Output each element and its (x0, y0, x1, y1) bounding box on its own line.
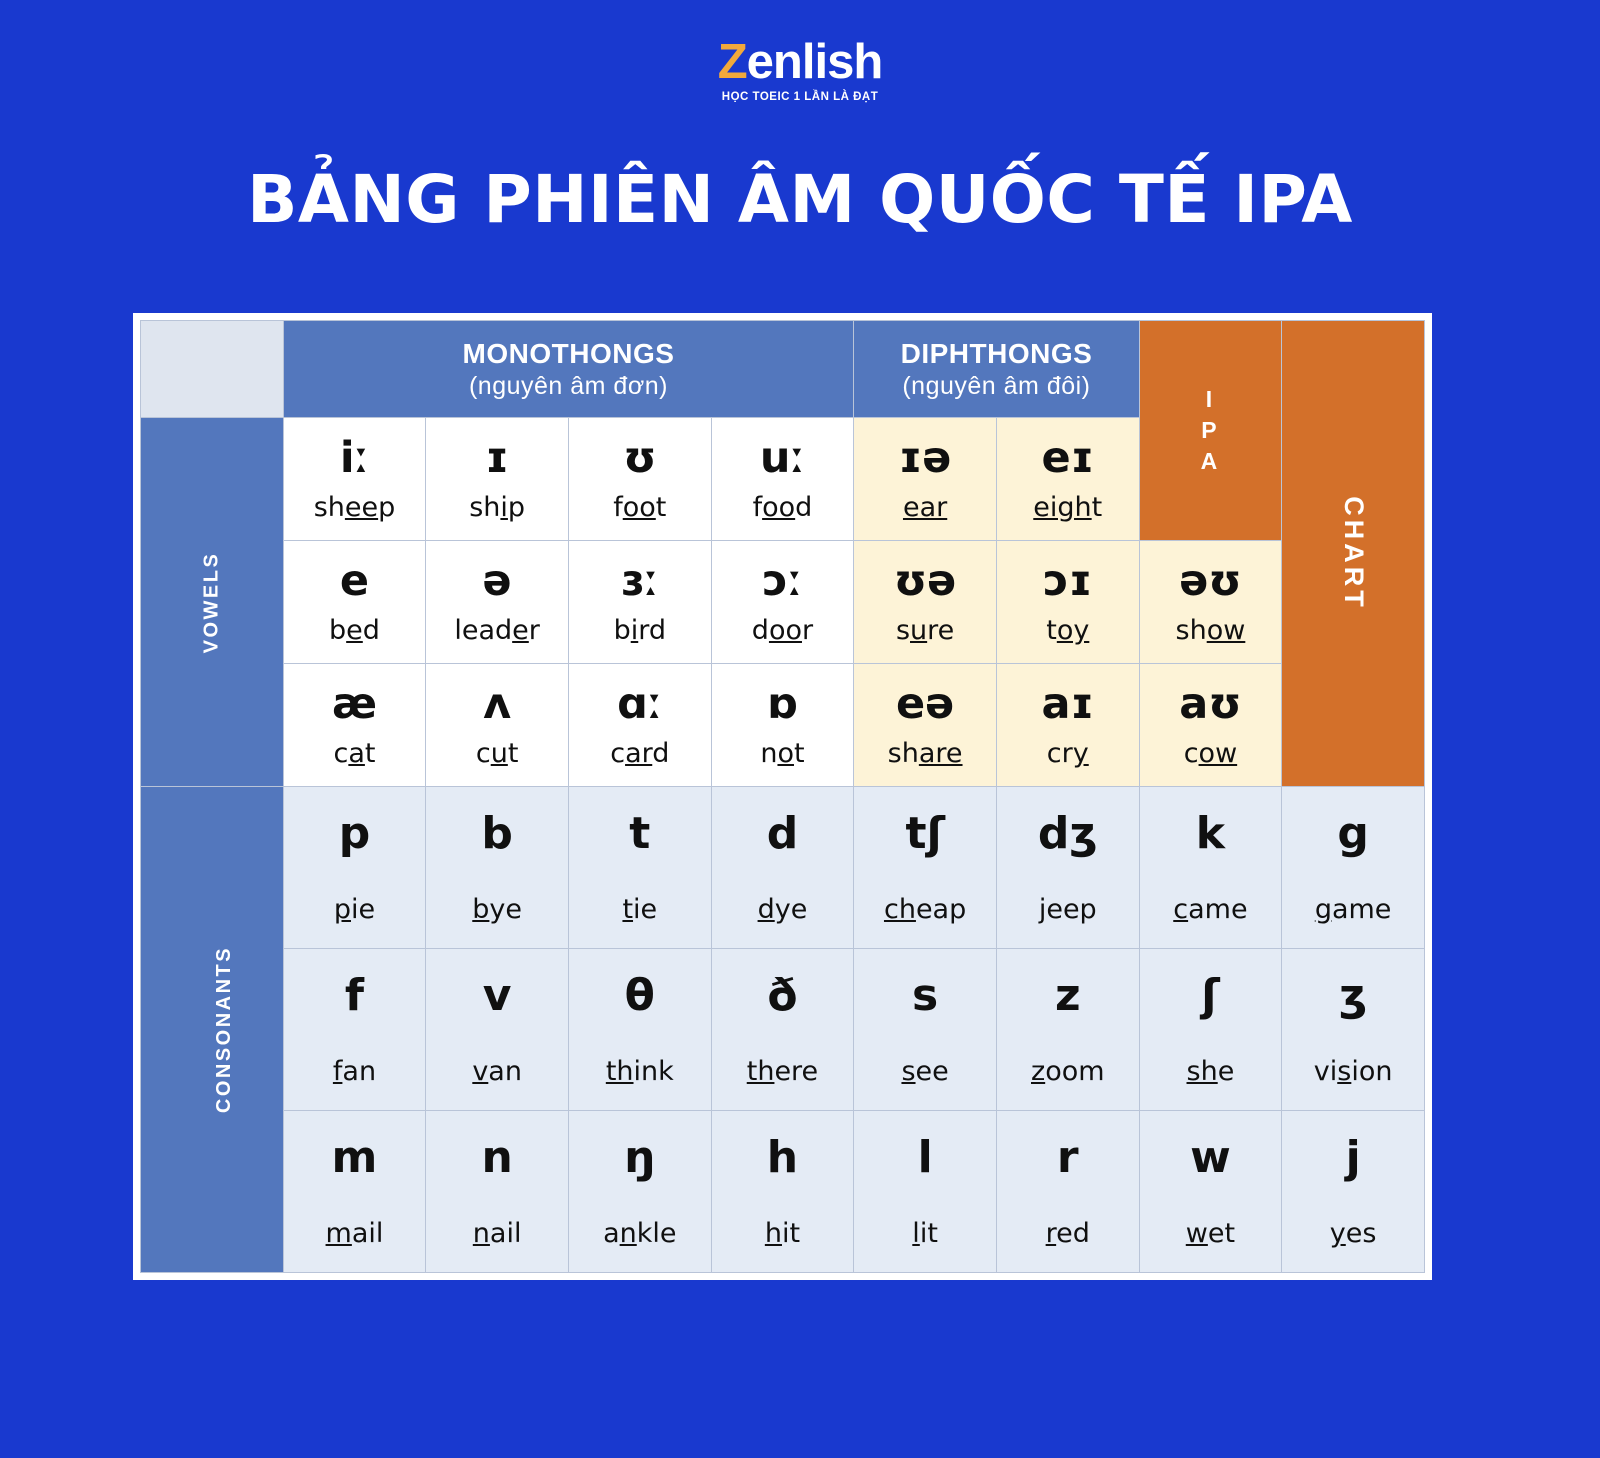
sound-word: vision (1313, 1055, 1393, 1087)
sound-word: cat (333, 738, 376, 770)
brand-name-rest: enlish (746, 35, 883, 89)
sound-cell-yes[interactable] (1282, 1110, 1425, 1272)
sound-word: bed (329, 615, 380, 647)
sound-symbol: uː (759, 433, 805, 484)
sound-symbol: eɪ (1041, 433, 1095, 484)
consonant-row-2 (141, 948, 1425, 1110)
sound-symbol: ɪə (898, 433, 952, 484)
sound-word: eight (1033, 492, 1103, 524)
sound-cell-she[interactable] (1139, 948, 1282, 1110)
sound-symbol: w (1190, 1131, 1231, 1183)
sound-word: hit (764, 1217, 801, 1249)
sound-symbol: p (338, 808, 371, 859)
side-label-vowels-text: VOWELS (200, 551, 223, 653)
ipa-chart-table (140, 320, 1425, 1273)
panel-ipa-label: I P A (1200, 386, 1221, 475)
sound-symbol: d (766, 808, 799, 859)
sound-symbol: ŋ (624, 1131, 656, 1183)
sound-word: cow (1183, 738, 1238, 770)
sound-word: pie (333, 894, 376, 925)
side-label-consonants-text: CONSONANTS (213, 945, 236, 1114)
sound-word: cry (1046, 738, 1089, 770)
sound-word: she (1186, 1055, 1235, 1087)
sound-word: cut (475, 738, 519, 770)
sound-cell-ship[interactable] (426, 418, 569, 541)
brand-name (717, 35, 883, 89)
sound-symbol: n (481, 1131, 513, 1183)
sound-symbol: ɑː (617, 679, 663, 730)
sound-word: ankle (603, 1217, 677, 1249)
sound-word: zoom (1031, 1055, 1105, 1087)
sound-cell-ear[interactable] (854, 418, 997, 541)
brand-logo (0, 0, 1600, 103)
sound-symbol: l (917, 1131, 933, 1183)
sound-symbol: ɔː (762, 556, 803, 607)
sound-word: wet (1185, 1217, 1236, 1249)
sound-word: game (1314, 894, 1392, 925)
sound-cell-sure[interactable] (854, 541, 997, 664)
brand-name-initial: Z (717, 35, 747, 89)
sound-cell-there[interactable] (711, 948, 854, 1110)
side-label-consonants (141, 787, 284, 1273)
sound-word: came (1173, 894, 1248, 925)
sound-cell-card[interactable] (568, 664, 711, 787)
sound-cell-game[interactable] (1282, 787, 1425, 949)
sound-word: jeep (1038, 894, 1097, 925)
sound-word: mail (325, 1217, 384, 1249)
sound-cell-fan[interactable] (283, 948, 426, 1110)
sound-cell-not[interactable] (711, 664, 854, 787)
panel-chart (1282, 321, 1425, 787)
sound-symbol: eə (895, 679, 955, 730)
sound-symbol: æ (331, 679, 378, 730)
sound-cell-pie[interactable] (283, 787, 426, 949)
sound-cell-van[interactable] (426, 948, 569, 1110)
sound-symbol: ʊ (623, 433, 657, 484)
chart-header-row (141, 321, 1425, 418)
sound-word: toy (1046, 615, 1090, 647)
sound-cell-bye[interactable] (426, 787, 569, 949)
sound-word: think (605, 1055, 674, 1087)
sound-cell-bird[interactable] (568, 541, 711, 664)
sound-word: ear (902, 492, 948, 524)
header-diphthongs (854, 321, 1139, 418)
sound-word: dye (757, 894, 808, 925)
sound-cell-zoom[interactable] (996, 948, 1139, 1110)
sound-symbol: j (1345, 1131, 1361, 1183)
sound-cell-door[interactable] (711, 541, 854, 664)
sound-cell-show[interactable] (1139, 541, 1282, 664)
sound-word: tie (622, 894, 658, 925)
sound-word: yes (1329, 1217, 1377, 1249)
sound-word: bird (613, 615, 666, 647)
sound-word: nail (472, 1217, 522, 1249)
sound-symbol: ɪ (485, 433, 509, 484)
sound-word: van (472, 1055, 522, 1087)
panel-chart-label: CHART (1338, 496, 1369, 611)
sound-symbol: dʒ (1037, 808, 1098, 859)
sound-symbol: aɪ (1041, 679, 1094, 730)
sound-word: bye (472, 894, 522, 925)
sound-cell-tie[interactable] (568, 787, 711, 949)
sound-word: sheep (313, 492, 396, 524)
sound-cell-red[interactable] (996, 1110, 1139, 1272)
sound-cell-share[interactable] (854, 664, 997, 787)
consonant-row-1 (141, 787, 1425, 949)
sound-cell-sheep[interactable] (283, 418, 426, 541)
sound-cell-lit[interactable] (854, 1110, 997, 1272)
header-monothongs-sub: (nguyên âm đơn) (468, 372, 668, 400)
sound-cell-jeep[interactable] (996, 787, 1139, 949)
header-diphthongs-label: DIPHTHONGS (900, 338, 1093, 369)
sound-word: lit (912, 1217, 938, 1249)
sound-word: there (746, 1055, 819, 1087)
vowel-row-3 (141, 664, 1425, 787)
sound-cell-wet[interactable] (1139, 1110, 1282, 1272)
sound-word: foot (613, 492, 667, 524)
sound-symbol: v (482, 969, 512, 1021)
sound-symbol: f (344, 969, 365, 1021)
panel-ipa (1139, 321, 1282, 541)
sound-word: sure (895, 615, 955, 647)
consonant-row-3 (141, 1110, 1425, 1272)
sound-cell-cat[interactable] (283, 664, 426, 787)
sound-cell-foot[interactable] (568, 418, 711, 541)
page-title: BẢNG PHIÊN ÂM QUỐC TẾ IPA (247, 161, 1353, 238)
sound-word: share (887, 738, 963, 770)
sound-symbol: ʃ (1201, 969, 1220, 1021)
sound-symbol: ə (482, 556, 512, 607)
sound-symbol: s (912, 969, 939, 1021)
sound-cell-cry[interactable] (996, 664, 1139, 787)
sound-cell-eight[interactable] (996, 418, 1139, 541)
sound-word: cheap (883, 894, 967, 925)
sound-symbol: k (1195, 808, 1226, 859)
brand-tagline: HỌC TOEIC 1 LẦN LÀ ĐẠT (721, 91, 879, 103)
sound-cell-bed[interactable] (283, 541, 426, 664)
corner-blank-cell (141, 321, 284, 418)
side-label-vowels (141, 418, 284, 787)
sound-cell-leader[interactable] (426, 541, 569, 664)
sound-word: card (610, 738, 670, 770)
sound-symbol: ð (767, 969, 798, 1021)
header-monothongs (283, 321, 854, 418)
sound-cell-think[interactable] (568, 948, 711, 1110)
sound-symbol: g (1337, 808, 1369, 859)
sound-word: door (751, 615, 814, 647)
sound-symbol: z (1054, 969, 1081, 1021)
sound-cell-cut[interactable] (426, 664, 569, 787)
sound-word: show (1175, 615, 1246, 647)
sound-cell-came[interactable] (1139, 787, 1282, 949)
sound-symbol: θ (624, 969, 655, 1021)
sound-symbol: t (629, 808, 651, 859)
sound-word: leader (454, 615, 540, 647)
sound-word: food (752, 492, 813, 524)
sound-cell-nail[interactable] (426, 1110, 569, 1272)
sound-symbol: m (331, 1131, 378, 1183)
sound-symbol: e (339, 556, 370, 607)
sound-word: red (1045, 1217, 1090, 1249)
sound-symbol: h (766, 1131, 799, 1183)
sound-symbol: iː (339, 433, 370, 484)
sound-symbol: b (481, 808, 513, 859)
sound-symbol: ʊə (893, 556, 957, 607)
sound-word: fan (332, 1055, 377, 1087)
sound-word: see (901, 1055, 949, 1087)
header-monothongs-label: MONOTHONGS (462, 338, 675, 369)
sound-cell-hit[interactable] (711, 1110, 854, 1272)
sound-cell-vision[interactable] (1282, 948, 1425, 1110)
header-diphthongs-sub: (nguyên âm đôi) (902, 372, 1091, 400)
vowel-row-2 (141, 541, 1425, 664)
sound-cell-cow[interactable] (1139, 664, 1282, 787)
sound-symbol: r (1056, 1131, 1079, 1183)
sound-symbol: ɒ (767, 679, 798, 730)
sound-cell-dye[interactable] (711, 787, 854, 949)
sound-word: ship (469, 492, 526, 524)
sound-symbol: ɔɪ (1043, 556, 1093, 607)
sound-symbol: ɜː (620, 556, 659, 607)
sound-symbol: əʊ (1179, 556, 1242, 607)
sound-cell-see[interactable] (854, 948, 997, 1110)
sound-symbol: ʒ (1339, 969, 1368, 1021)
sound-cell-food[interactable] (711, 418, 854, 541)
sound-symbol: tʃ (905, 808, 945, 859)
sound-symbol: ʌ (483, 679, 512, 730)
sound-cell-toy[interactable] (996, 541, 1139, 664)
ipa-chart (133, 313, 1432, 1280)
sound-word: not (760, 738, 805, 770)
sound-cell-ankle[interactable] (568, 1110, 711, 1272)
sound-cell-mail[interactable] (283, 1110, 426, 1272)
sound-cell-cheap[interactable] (854, 787, 997, 949)
sound-symbol: aʊ (1179, 679, 1242, 730)
